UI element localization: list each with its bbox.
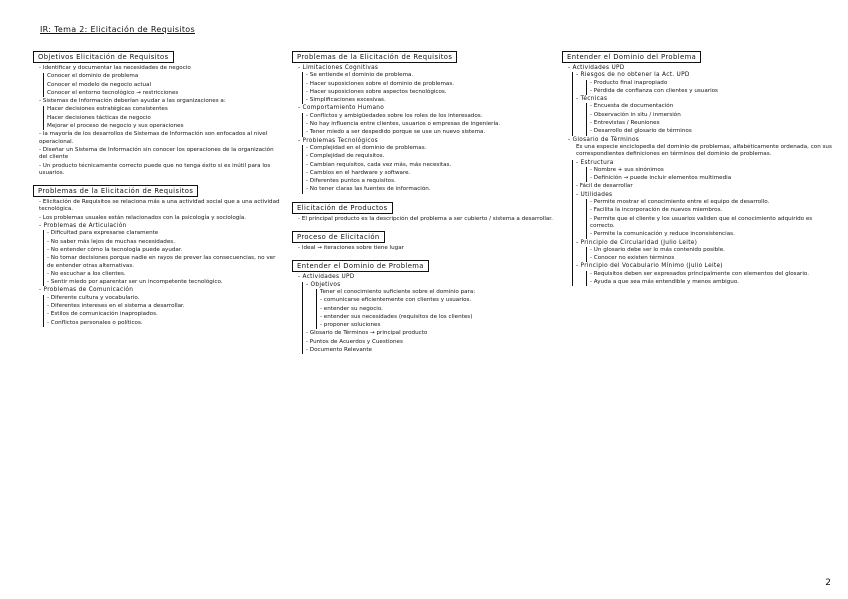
- column-3: [562, 44, 834, 287]
- note-line: - Requisitos deben ser expresados principalmente con elementos del glosario.: [590, 270, 809, 277]
- note-line: - Fácil de desarrollar: [576, 183, 633, 190]
- note-line: - Diseñar un Sistema de Información sin conocer los operaciones de la organización del cliente: [39, 146, 274, 161]
- section-heading-problemas: Problemas de la Elicitación de Requisitos: [33, 185, 198, 197]
- note-line: - Un producto técnicamente correcto puede que no tenga éxito si es inútil para los usuarios.: [39, 162, 271, 176]
- note-line: Hacer decisiones tácticas de negocio: [47, 114, 151, 121]
- note-line: - Tener miedo a ser despedido porque se use un nuevo sistema.: [306, 129, 486, 136]
- section-heading-entender: Entender el Dominio de Problema: [292, 260, 429, 272]
- note-line: - No hay influencia entre clientes, usuarios o empresas de ingeniería.: [306, 121, 501, 128]
- column-1: [33, 44, 281, 328]
- note-line: - Simplificaciones excesivas.: [306, 97, 386, 104]
- note-line: - Observación in situ / inmersión: [590, 111, 681, 118]
- note-line: - Conocer no existen términos: [590, 255, 675, 262]
- subheading-tecnicas: - Técnicas: [576, 96, 608, 103]
- note-line: - Pérdida de confianza con clientes y usuarios: [590, 87, 718, 94]
- note-line: - No entender cómo la tecnología puede ayudar.: [47, 246, 183, 253]
- note-line: - Sistemas de Información deberían ayudar a las organizaciones a:: [39, 98, 226, 105]
- subheading-objetivos: - Objetivos: [306, 281, 341, 288]
- note-line: - Glosario de Términos → principal producto: [306, 330, 428, 337]
- subheading-vocabulario: - Principio del Vocabulario Mínimo (Julio Leite): [576, 263, 723, 270]
- note-line: - Los problemas usuales están relacionados con la psicología y sociología.: [39, 214, 247, 221]
- note-line: - Entrevistas / Reuniones: [590, 120, 660, 127]
- subheading-utilidades: - Utilidades: [576, 191, 613, 198]
- note-line: - Nombre + sus sinónimos: [590, 166, 664, 173]
- note-line: - No tomar decisiones porque nadie en rayos de prever las consecuencias, no ver de entender otras alternativas.: [47, 255, 276, 269]
- subheading-riesgos: - Riesgos de no obtener la Act. UPD: [576, 72, 690, 79]
- note-line: - Documento Relevante: [306, 347, 372, 354]
- subheading-tecnologicos: - Problemas Tecnológicos: [298, 137, 378, 144]
- note-line: Tener el conocimiento suficiente sobre el dominio para:: [320, 288, 476, 295]
- note-line: - Ayuda a que sea más entendible y menos ambiguo.: [590, 279, 739, 286]
- note-line: Es una especie enciclopedia del dominio de problemas, alfabéticamente ordenada, con sus correspondientes definiciones en términos del dominio de problemas.: [576, 143, 832, 158]
- note-line: - comunicarse eficientemente con clientes y usuarios.: [320, 297, 472, 304]
- note-line: - No tener claras las fuentes de información.: [306, 186, 431, 193]
- subheading-humano: - Comportamiento Humano: [298, 105, 385, 112]
- subheading-articulacion: - Problemas de Articulación: [39, 223, 127, 230]
- note-line: - Diferentes puntos a requisitos.: [306, 178, 396, 185]
- note-line: - Cambian requisitos, cada vez más, más necesitas.: [306, 161, 452, 168]
- note-line: - Dificultad para expresarse claramente: [47, 230, 159, 237]
- subheading-glosario: - Glosario de Términos: [568, 136, 640, 143]
- column-2: [292, 44, 556, 355]
- note-line: - Diferentes intereses en el sistema a desarrollar.: [47, 303, 185, 310]
- note-line: Mejorar el proceso de negocio y sus operaciones: [47, 123, 184, 130]
- note-line: - Hacer suposiciones sobre aspectos tecnológicos.: [306, 88, 447, 95]
- note-line: - la mayoría de los desarrollos de Sistemas de Información son enfocados al nivel operacional.: [39, 131, 268, 145]
- note-line: - Cambios en el hardware y software.: [306, 169, 411, 176]
- note-line: - Sentir miedo por aparentar ser un incompetente tecnológico.: [47, 279, 223, 286]
- note-line: - proponer soluciones: [320, 322, 381, 329]
- subheading-actividades-upd: - Actividades UPD: [568, 65, 625, 71]
- note-line: - Conflictos personales o políticos.: [47, 319, 143, 326]
- note-line: - El principal producto es la descripción del problema a ser cubierto / sistema a desarrollar.: [298, 215, 553, 222]
- note-line: - Encuesta de documentación: [590, 103, 674, 110]
- subheading-circularidad: - Principio de Circularidad (Julio Leite): [576, 239, 698, 246]
- section-heading-entender-dominio: Entender el Dominio del Problema: [562, 51, 701, 63]
- note-line: - Complejidad de requisitos.: [306, 153, 385, 160]
- note-line: - Permite que el cliente y los usuarios validen que el conocimiento adquirido es correcto.: [590, 215, 813, 229]
- note-line: - Elicitación de Requisitos se relaciona más a una actividad social que a una actividad tecnológica.: [39, 199, 280, 213]
- note-line: - Un glosario debe ser lo más contenido posible.: [590, 246, 725, 253]
- note-line: - Facilita la incorporación de nuevos miembros.: [590, 207, 723, 214]
- subheading-cognitivas: - Limitaciones Cognitivas: [298, 65, 379, 71]
- note-line: - Permite mostrar el conocimiento entre el equipo de desarrollo.: [590, 199, 770, 206]
- note-line: Conocer el dominio de problema: [47, 73, 139, 80]
- note-line: - Se entiende el dominio de problema.: [306, 72, 414, 79]
- note-line: - Definición → puede incluir elementos multimedia: [590, 175, 732, 182]
- section-heading-productos: Elicitación de Productos: [292, 202, 393, 214]
- note-line: - Estilos de comunicación inapropiados.: [47, 311, 158, 318]
- note-line: - Desarrollo del glosario de términos: [590, 128, 692, 135]
- section-heading-proceso: Proceso de Elicitación: [292, 231, 385, 243]
- note-line: - Identificar y documentar las necesidades de negocio: [39, 65, 191, 71]
- page-title: IR: Tema 2: Elicitación de Requisitos: [40, 25, 195, 34]
- note-line: - Puntos de Acuerdos y Cuestiones: [306, 338, 403, 345]
- note-line: - Ideal → iteraciones sobre tiene lugar: [298, 245, 404, 252]
- note-line: Conocer el entorno tecnológico → restricciones: [47, 89, 179, 96]
- section-heading-problemas-2: Problemas de la Elicitación de Requisitos: [292, 51, 457, 63]
- section-heading-objetivos: Objetivos Elicitación de Requisitos: [33, 51, 174, 63]
- note-line: - Conflictos y ambigüedades sobre los roles de los interesados.: [306, 112, 483, 119]
- note-line: - Producto final inapropiado: [590, 79, 668, 86]
- note-line: - entender su negocio.: [320, 305, 383, 312]
- subheading-comunicacion: - Problemas de Comunicación: [39, 287, 134, 294]
- note-line: - Hacer suposiciones sobre el dominio de problemas.: [306, 80, 455, 87]
- note-line: - No escuchar a los clientes.: [47, 270, 126, 277]
- subheading-estructura: - Estructura: [576, 159, 614, 166]
- page-number: 2: [825, 578, 831, 588]
- note-line: Hacer decisiones estratégicas consistentes: [47, 106, 168, 113]
- note-line: - No saber más lejos de muchas necesidades.: [47, 238, 175, 245]
- note-line: - Complejidad en el dominio de problemas.: [306, 144, 427, 151]
- note-line: Conocer el modelo de negocio actual: [47, 81, 152, 88]
- note-line: - Permite la comunicación y reduce inconsistencias.: [590, 231, 735, 238]
- note-line: - entender sus necesidades (requisitos de los clientes): [320, 313, 473, 320]
- subheading-actividades: - Actividades UPD: [298, 274, 355, 281]
- note-line: - Diferente cultura y vocabulario.: [47, 294, 140, 301]
